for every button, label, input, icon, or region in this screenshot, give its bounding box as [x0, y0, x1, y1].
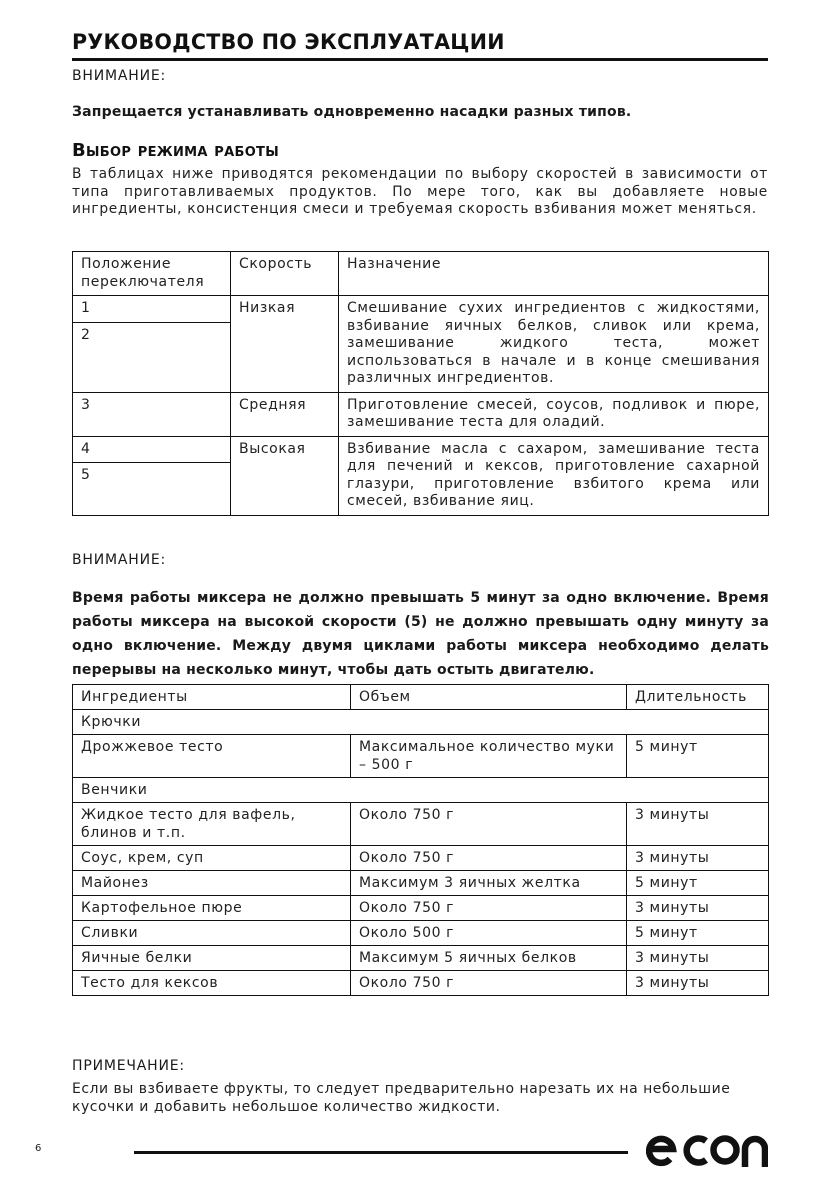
- purpose-cell: Взбивание масла с сахаром, замешивание теста для печений и кексов, приготовление сахарной глазури, приготовление взбитого крема или смесей, взбивание яиц.: [339, 436, 769, 515]
- table-group-row: [73, 778, 769, 803]
- table-row: [73, 803, 769, 846]
- ingredients-table: [72, 684, 769, 996]
- page-number: 6: [35, 1143, 42, 1154]
- speed-cell: Средняя: [231, 392, 339, 436]
- header-cell: Объем: [351, 685, 627, 710]
- duration-cell: 5 минут: [627, 921, 769, 946]
- footer-rule: [134, 1151, 628, 1154]
- purpose-cell: Приготовление смесей, соусов, подливок и пюре, замешивание теста для оладий.: [339, 392, 769, 436]
- table-row: [73, 971, 769, 996]
- ingredient-cell: Яичные белки: [73, 946, 351, 971]
- table-row: [73, 436, 769, 463]
- table-header-row: [73, 252, 769, 296]
- duration-cell: 3 минуты: [627, 946, 769, 971]
- volume-cell: Максимум 5 яичных белков: [351, 946, 627, 971]
- header-cell: Ингредиенты: [73, 685, 351, 710]
- duration-cell: 3 минуты: [627, 896, 769, 921]
- volume-cell: Около 750 г: [351, 896, 627, 921]
- table-row: [73, 392, 769, 436]
- warning-label: ВНИМАНИЕ:: [72, 552, 167, 568]
- volume-cell: Около 500 г: [351, 921, 627, 946]
- table-row: [73, 871, 769, 896]
- speed-cell: Высокая: [231, 436, 339, 515]
- header-rule: [72, 58, 768, 61]
- position-cell: 3: [73, 392, 231, 436]
- econ-logo: [646, 1127, 768, 1171]
- note-label: ПРИМЕЧАНИЕ:: [72, 1058, 185, 1074]
- speed-table: [72, 251, 769, 516]
- position-cell: 5: [73, 463, 231, 516]
- header-cell: Назначение: [339, 252, 769, 296]
- group-title: Венчики: [73, 778, 769, 803]
- warning-text: Время работы миксера не должно превышать 5 минут за одно включение. Время работы миксера на высокой скорости (5) не должно превышать одну минуту за одно включение. Между двумя циклами работы миксера необходимо делать перерывы на несколько минут, чтобы дать остыть двигателю.: [72, 590, 769, 678]
- duration-cell: 5 минут: [627, 735, 769, 778]
- ingredient-cell: Картофельное пюре: [73, 896, 351, 921]
- position-cell: 2: [73, 322, 231, 392]
- table-row: [73, 921, 769, 946]
- ingredient-cell: Тесто для кексов: [73, 971, 351, 996]
- duration-cell: 3 минуты: [627, 846, 769, 871]
- duration-cell: 5 минут: [627, 871, 769, 896]
- ingredient-cell: Майонез: [73, 871, 351, 896]
- header-cell: Положение переключателя: [73, 252, 231, 296]
- table-group-row: [73, 710, 769, 735]
- volume-cell: Максимальное количество муки – 500 г: [351, 735, 627, 778]
- table-row: [73, 735, 769, 778]
- volume-cell: Около 750 г: [351, 971, 627, 996]
- ingredient-cell: Сливки: [73, 921, 351, 946]
- purpose-cell: Смешивание сухих ингредиентов с жидкостями, взбивание яичных белков, сливок или крема, замешивание жидкого теста, может использоваться в начале и в конце смешивания различных ингредиентов.: [339, 296, 769, 393]
- ingredient-cell: Жидкое тесто для вафель, блинов и т.п.: [73, 803, 351, 846]
- table-row: [73, 846, 769, 871]
- table-header-row: [73, 685, 769, 710]
- group-title: Крючки: [73, 710, 769, 735]
- warning-text: Запрещается устанавливать одновременно насадки разных типов.: [72, 104, 632, 120]
- table-row: [73, 946, 769, 971]
- note-text: Если вы взбиваете фрукты, то следует предварительно нарезать их на небольшие кусочки и добавить небольшое количество жидкости.: [72, 1081, 731, 1115]
- table-row: [73, 296, 769, 323]
- header-cell: Скорость: [231, 252, 339, 296]
- ingredient-cell: Дрожжевое тесто: [73, 735, 351, 778]
- header-cell: Длительность: [627, 685, 769, 710]
- warning-label: ВНИМАНИЕ:: [72, 68, 167, 84]
- section-intro: В таблицах ниже приводятся рекомендации по выбору скоростей в зависимости от типа приготавливаемых продуктов. По мере того, как вы добавляете новые ингредиенты, консистенция смеси и требуемая скорость взбивания может меняться.: [72, 166, 768, 217]
- duration-cell: 3 минуты: [627, 971, 769, 996]
- position-cell: 1: [73, 296, 231, 323]
- position-cell: 4: [73, 436, 231, 463]
- table-row: [73, 896, 769, 921]
- speed-cell: Низкая: [231, 296, 339, 393]
- ingredient-cell: Соус, крем, суп: [73, 846, 351, 871]
- volume-cell: Максимум 3 яичных желтка: [351, 871, 627, 896]
- duration-cell: 3 минуты: [627, 803, 769, 846]
- section-title: Выбор режима работы: [72, 140, 279, 161]
- volume-cell: Около 750 г: [351, 846, 627, 871]
- page-header-title: РУКОВОДСТВО ПО ЭКСПЛУАТАЦИИ: [72, 30, 505, 54]
- volume-cell: Около 750 г: [351, 803, 627, 846]
